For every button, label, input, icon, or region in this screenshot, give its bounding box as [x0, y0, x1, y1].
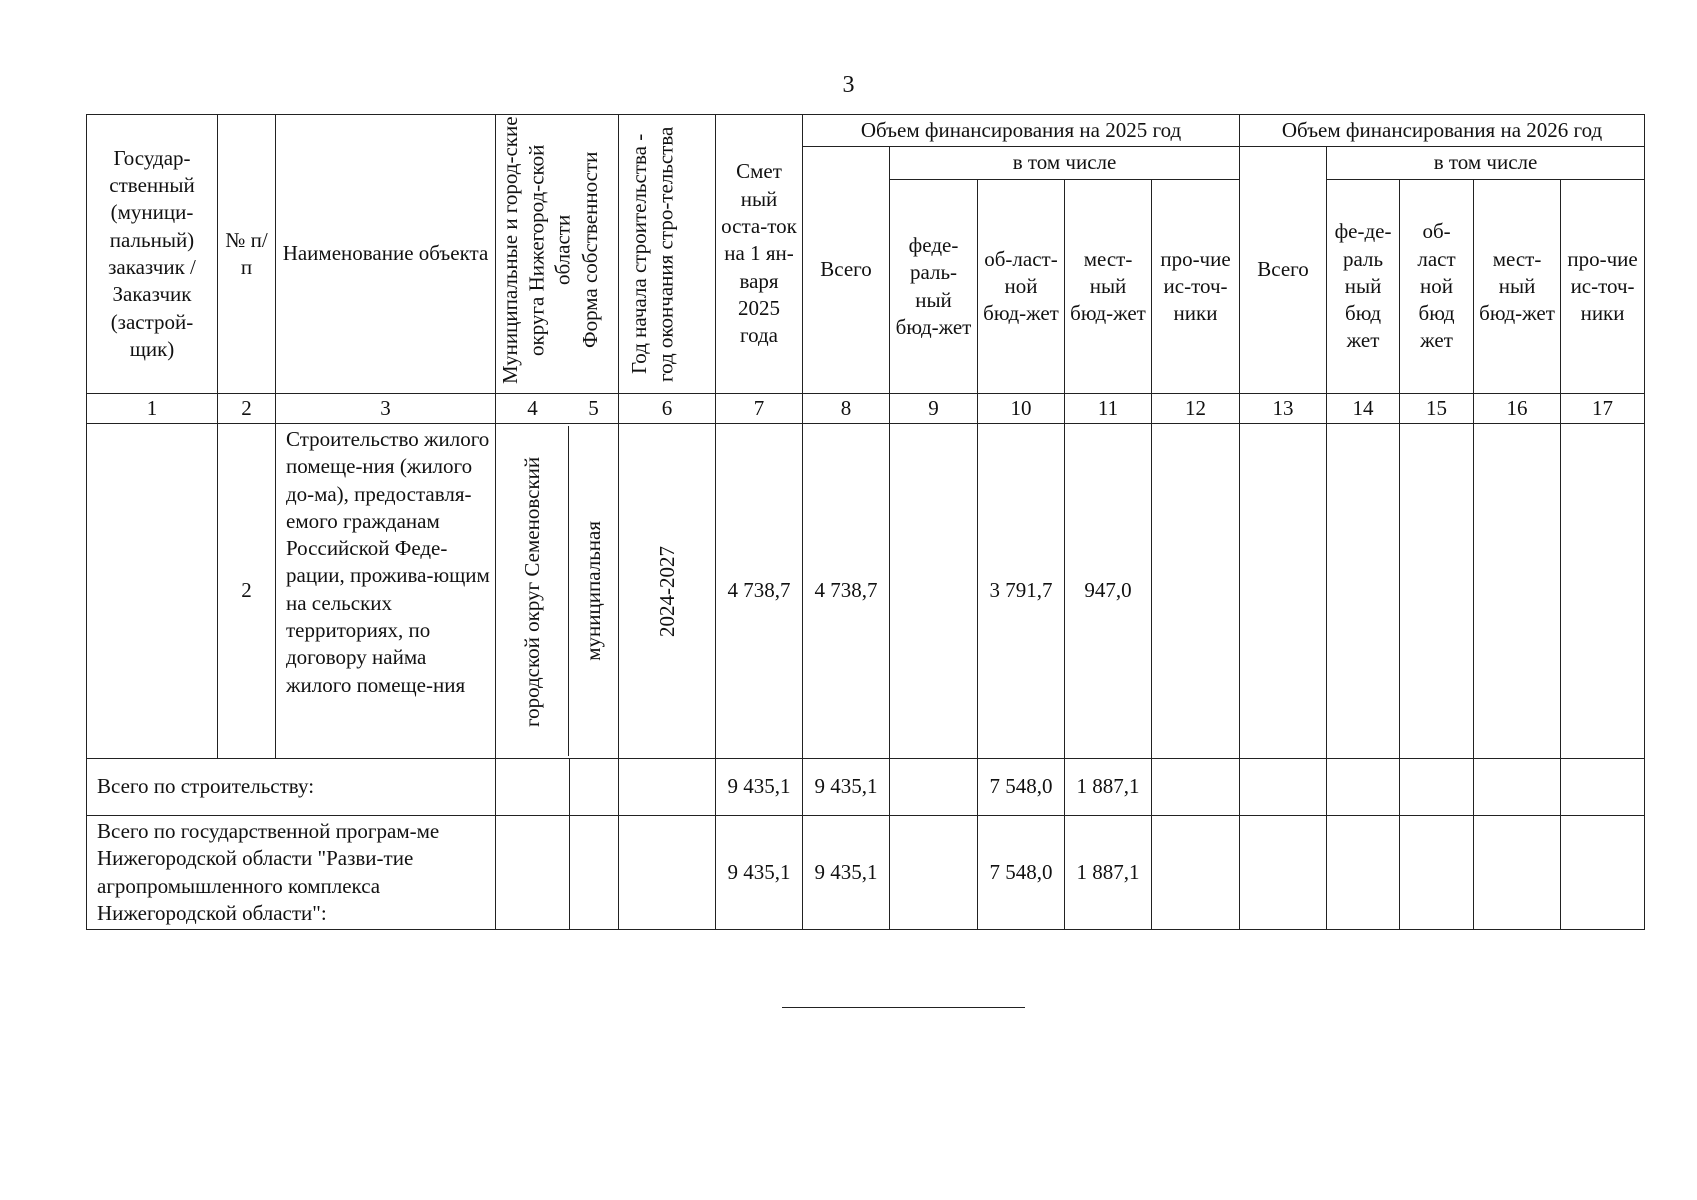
- balance-value: 4 738,7: [716, 424, 803, 759]
- local-2025-value: 947,0: [1065, 424, 1152, 759]
- total-construction-label: Всего по строительству:: [87, 759, 496, 816]
- table-row: [87, 424, 1645, 759]
- header-incl-2026: в том числе: [1327, 147, 1645, 180]
- total-program-regional: 7 548,0: [978, 816, 1065, 930]
- header-name: Наименование объекта: [276, 115, 496, 394]
- col-num: 4: [527, 395, 538, 420]
- col-num: 3: [276, 394, 496, 424]
- header-local-2026: мест-ный бюд-жет: [1474, 180, 1561, 394]
- years-value: 2024-2027: [654, 545, 679, 637]
- header-incl-2025: в том числе: [890, 147, 1240, 180]
- object-name: Строительство жилого помеще-ния (жилого до-ма), предоставля-емого гражданам Российской Феде-рации, прожива-ющим на сельских территориях, по договору найма жилого помеще-ния: [276, 424, 496, 759]
- col-num: 16: [1474, 394, 1561, 424]
- total-construction-row: [87, 759, 1645, 816]
- header-regional-2026: об-ласт ной бюд жет: [1400, 180, 1474, 394]
- total-construction-local: 1 887,1: [1065, 759, 1152, 816]
- col-num: 5: [588, 395, 599, 420]
- col-num: 13: [1240, 394, 1327, 424]
- col-num: 8: [803, 394, 890, 424]
- financing-table: [86, 114, 1645, 930]
- col-num: 17: [1561, 394, 1645, 424]
- header-federal-2026: фе-де-раль ный бюд жет: [1327, 180, 1400, 394]
- total-construction-2025: 9 435,1: [803, 759, 890, 816]
- col-num: 9: [890, 394, 978, 424]
- col-num: 12: [1152, 394, 1240, 424]
- header-years: Год начала строительства - год окончания стро-тельства: [627, 126, 678, 382]
- row-num: 2: [218, 424, 276, 759]
- col-num: 14: [1327, 394, 1400, 424]
- col-num: 6: [619, 394, 716, 424]
- header-ownership: Форма собственности: [578, 151, 602, 349]
- total-program-2025: 9 435,1: [803, 816, 890, 930]
- total-construction-balance: 9 435,1: [716, 759, 803, 816]
- header-local-2025: мест-ный бюд-жет: [1065, 180, 1152, 394]
- header-customer: Государ-ственный (муници-пальный) заказчик / Заказчик (застрой-щик): [87, 115, 218, 394]
- header-regional-2025: об-ласт-ной бюд-жет: [978, 180, 1065, 394]
- header-total-2025: Всего: [803, 147, 890, 394]
- header-balance: Смет ный оста-ток на 1 ян-варя 2025 года: [716, 115, 803, 394]
- col-num: 11: [1065, 394, 1152, 424]
- header-fin-2025: Объем финансирования на 2025 год: [803, 115, 1240, 147]
- total-program-row: [87, 816, 1645, 930]
- total-program-label: Всего по государственной програм-ме Нижегородской области "Разви-тие агропромышленного комплекса Нижегородской области":: [87, 816, 496, 930]
- col-num: 1: [87, 394, 218, 424]
- total-construction-regional: 7 548,0: [978, 759, 1065, 816]
- page-number: 3: [842, 72, 855, 98]
- header-fin-2026: Объем финансирования на 2026 год: [1240, 115, 1645, 147]
- col-num: 7: [716, 394, 803, 424]
- header-num: № п/п: [218, 115, 276, 394]
- header-other-2026: про-чие ис-точ-ники: [1561, 180, 1645, 394]
- total-program-local: 1 887,1: [1065, 816, 1152, 930]
- header-other-2025: про-чие ис-точ-ники: [1152, 180, 1240, 394]
- total-2025-value: 4 738,7: [803, 424, 890, 759]
- col-num: 2: [218, 394, 276, 424]
- header-district: Муниципальные и город-ские округа Нижегород-ской области: [498, 116, 575, 384]
- header-federal-2025: феде-раль-ный бюд-жет: [890, 180, 978, 394]
- col-num: 10: [978, 394, 1065, 424]
- regional-2025-value: 3 791,7: [978, 424, 1065, 759]
- closing-divider: [782, 1007, 1025, 1008]
- district-value: городской округ Семеновский: [519, 456, 544, 728]
- col-num: 15: [1400, 394, 1474, 424]
- ownership-value: муниципальная: [581, 521, 606, 661]
- column-number-row: [87, 394, 1645, 424]
- total-program-balance: 9 435,1: [716, 816, 803, 930]
- header-total-2026: Всего: [1240, 147, 1327, 394]
